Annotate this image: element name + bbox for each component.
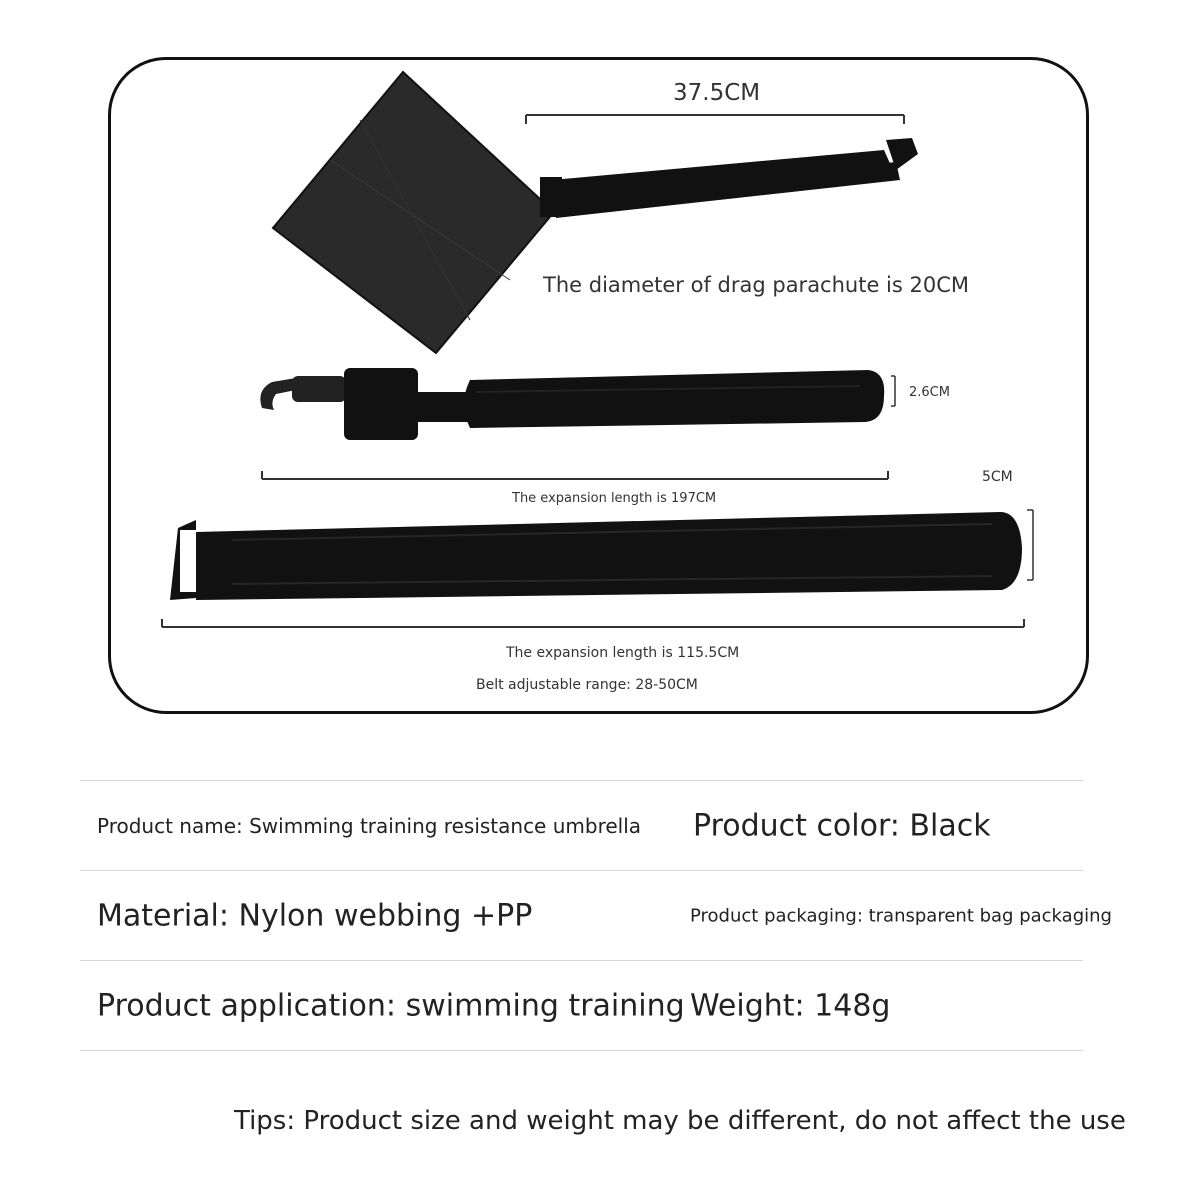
- handle-length-label: 37.5CM: [673, 80, 761, 106]
- tips-note: Tips: Product size and weight may be different, do not affect the use: [234, 1106, 1126, 1136]
- strap-expansion-label: The expansion length is 197CM: [512, 491, 717, 506]
- belt-width-bracket: [1027, 510, 1033, 580]
- handle-length-bracket: [526, 115, 904, 124]
- parachute-diameter-label: The diameter of drag parachute is 20CM: [543, 273, 970, 297]
- product-color-spec: Product color: Black: [693, 808, 991, 843]
- belt-range-label: Belt adjustable range: 28-50CM: [476, 677, 698, 693]
- drag-parachute: [273, 72, 562, 353]
- application-spec: Product application: swimming training: [97, 988, 685, 1023]
- weight-spec: Weight: 148g: [690, 988, 891, 1023]
- product-name-spec: Product name: Swimming training resistance umbrella: [97, 813, 642, 838]
- spec-table: [80, 780, 1112, 1051]
- spec-row: [80, 960, 1083, 1051]
- belt-expansion-label: The expansion length is 115.5CM: [506, 645, 740, 661]
- tether-strap: [260, 368, 884, 440]
- parachute-handle-strap: [552, 138, 918, 218]
- spec-row: [80, 780, 1083, 870]
- strap-expansion-bracket: [262, 471, 888, 479]
- strap-width-bracket: [891, 376, 895, 406]
- waist-belt: [170, 512, 1022, 600]
- spec-row: [80, 870, 1112, 960]
- material-spec: Material: Nylon webbing +PP: [97, 898, 533, 933]
- strap-width-label: 2.6CM: [909, 385, 950, 400]
- packaging-spec: Product packaging: transparent bag packaging: [690, 905, 1112, 926]
- belt-width-label: 5CM: [982, 469, 1013, 485]
- belt-expansion-bracket: [162, 619, 1024, 627]
